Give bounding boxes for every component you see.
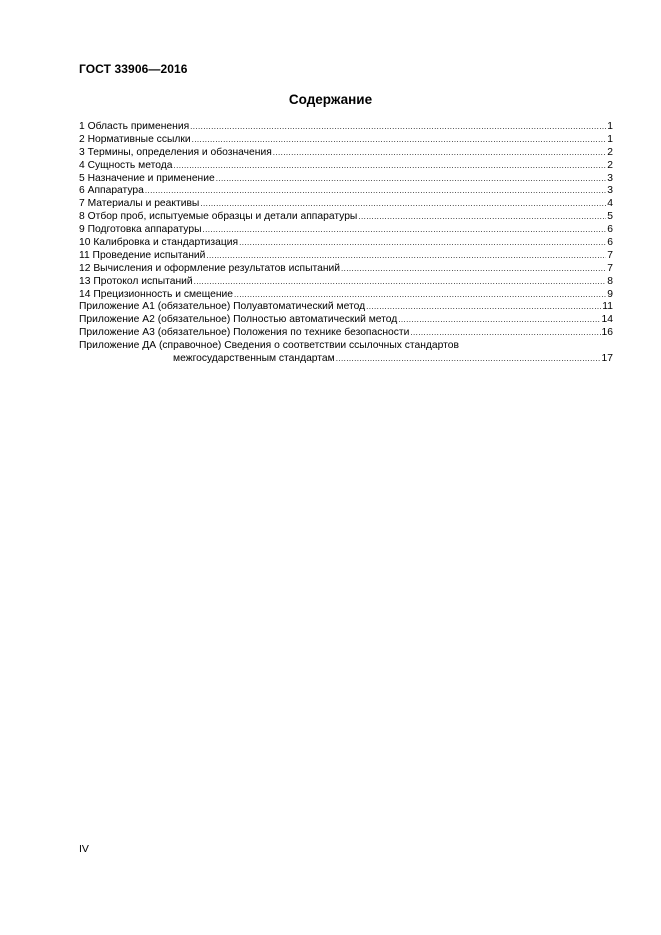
toc-dot-leader: [358, 211, 606, 224]
toc-entry[interactable]: [79, 134, 613, 147]
toc-entry[interactable]: [79, 289, 613, 302]
toc-entry[interactable]: [79, 224, 613, 237]
toc-dot-leader: [410, 327, 600, 340]
toc-entry[interactable]: [79, 301, 613, 314]
toc-dot-leader: [173, 160, 606, 173]
toc-dot-leader: [234, 289, 606, 302]
toc-entry[interactable]: [79, 327, 613, 340]
toc-dot-leader: [145, 185, 606, 198]
toc-entry-line1[interactable]: [79, 340, 613, 353]
toc-entry-page: 3: [607, 185, 613, 197]
toc-entry[interactable]: [79, 198, 613, 211]
toc-entry-page: 16: [601, 327, 613, 339]
toc-entry-page: 9: [607, 288, 613, 300]
document-code: ГОСТ 33906—2016: [79, 62, 188, 76]
toc-title: Содержание: [288, 92, 373, 107]
toc-entry-label: 12 Вычисления и оформление результатов испытаний: [79, 262, 341, 274]
toc-entry-label: 4 Сущность метода: [79, 159, 173, 171]
toc-entry-label: 9 Подготовка аппаратуры: [79, 224, 202, 236]
toc-dot-leader: [190, 121, 606, 134]
toc-entry-label: 8 Отбор проб, испытуемые образцы и детали аппаратуры: [79, 211, 358, 223]
toc-entry[interactable]: [79, 185, 613, 198]
toc-entry-page: 17: [601, 353, 613, 365]
toc-dot-leader: [366, 301, 601, 314]
toc-entry-label: 5 Назначение и применение: [79, 172, 215, 184]
toc-entry[interactable]: [79, 250, 613, 263]
toc-entry-page: 4: [607, 198, 613, 210]
toc-dot-leader: [202, 224, 606, 237]
toc-dot-leader: [216, 173, 607, 186]
toc-dot-leader: [200, 198, 606, 211]
toc-entry-label: 2 Нормативные ссылки: [79, 133, 191, 145]
toc-entry-page: 3: [607, 172, 613, 184]
toc-dot-leader: [398, 314, 600, 327]
toc-entry[interactable]: [79, 237, 613, 250]
toc-entry[interactable]: [79, 314, 613, 327]
toc-entry-line2[interactable]: [79, 353, 613, 366]
toc-entry-page: 11: [602, 301, 613, 313]
toc-entry-page: 2: [607, 159, 613, 171]
toc-entry-label: 6 Аппаратура: [79, 185, 144, 197]
toc-dot-leader: [239, 237, 606, 250]
toc-entry-page: 2: [607, 146, 613, 158]
toc-entry-label: 11 Проведение испытаний: [79, 249, 206, 261]
toc-entry-label: Приложение А2 (обязательное) Полностью автоматический метод: [79, 314, 398, 326]
toc-entry[interactable]: [79, 173, 613, 186]
toc-entry-page: 1: [607, 121, 613, 132]
toc-dot-leader: [194, 276, 607, 289]
toc-entry[interactable]: [79, 147, 613, 160]
toc-entry[interactable]: [79, 121, 613, 134]
toc-entry-page: 7: [607, 249, 613, 261]
toc-dot-leader: [206, 250, 606, 263]
toc-entry-label-continuation: межгосударственным стандартам: [173, 353, 335, 365]
toc-entry-label: Приложение А3 (обязательное) Положения по технике безопасности: [79, 327, 410, 339]
page-number: IV: [79, 843, 89, 855]
toc-entry[interactable]: [79, 160, 613, 173]
toc-entry-label: 13 Протокол испытаний: [79, 275, 193, 287]
toc-entry-page: 8: [607, 275, 613, 287]
toc-entry-page: 6: [607, 224, 613, 236]
toc-entry-label: 7 Материалы и реактивы: [79, 198, 200, 210]
toc-entry-label: 10 Калибровка и стандартизация: [79, 237, 239, 249]
toc-entry-page: 7: [607, 262, 613, 274]
toc-entry-page: 5: [607, 211, 613, 223]
toc-entry-page: 14: [601, 314, 613, 326]
toc-entry[interactable]: [79, 211, 613, 224]
toc-entry-page: 6: [607, 237, 613, 249]
toc-dot-leader: [336, 353, 601, 366]
toc-entry-label: 14 Прецизионность и смещение: [79, 288, 234, 300]
toc-entry-page: 1: [607, 133, 613, 145]
toc-entry-label: Приложение А1 (обязательное) Полуавтоматический метод: [79, 301, 366, 313]
toc-entry-label: Приложение ДА (справочное) Сведения о соответствии ссылочных стандартов: [79, 340, 459, 352]
toc-dot-leader: [273, 147, 606, 160]
toc-entry-label: 1 Область применения: [79, 121, 190, 132]
toc-dot-leader: [341, 263, 606, 276]
toc-entry[interactable]: [79, 263, 613, 276]
toc-dot-leader: [192, 134, 607, 147]
toc-entry-label: 3 Термины, определения и обозначения: [79, 146, 272, 158]
toc-entry[interactable]: [79, 276, 613, 289]
table-of-contents: [79, 121, 613, 366]
